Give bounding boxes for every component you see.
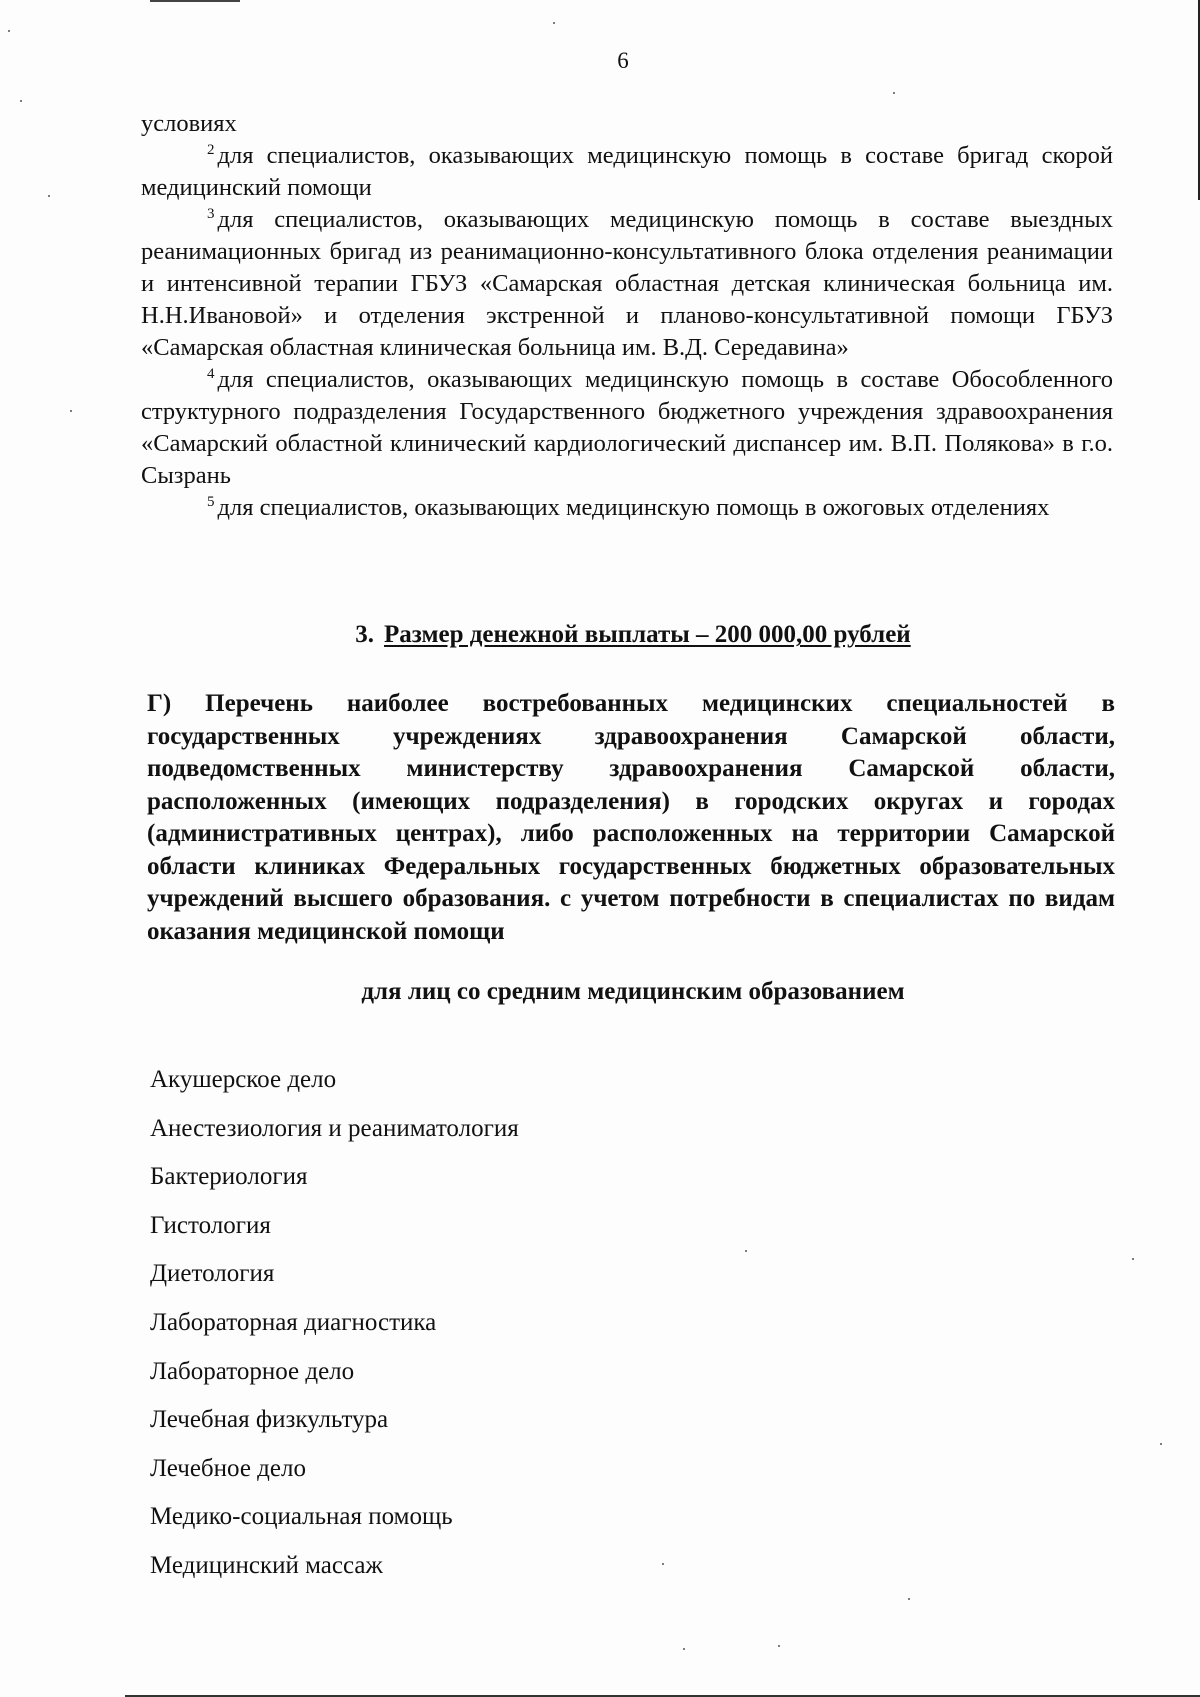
scan-speck <box>48 195 50 197</box>
footnotes-block <box>141 108 1113 524</box>
scan-speck <box>908 1598 910 1600</box>
footnote-text: для специалистов, оказывающих медицинскую помощь в ожоговых отделениях <box>217 494 1050 521</box>
list-item: Лабораторная диагностика <box>150 1308 437 1336</box>
scan-speck <box>1160 1443 1162 1445</box>
section-title: Размер денежной выплаты – 200 000,00 рублей <box>384 621 911 648</box>
list-item: Лабораторное дело <box>150 1357 355 1385</box>
footnote-marker: 2 <box>207 141 215 158</box>
scan-speck <box>893 92 895 94</box>
footnote-continuation <box>141 108 1113 140</box>
list-item: Медико-социальная помощь <box>150 1503 453 1531</box>
footnote-text: для специалистов, оказывающих медицинскую помощь в составе бригад скорой медицинский помощи <box>141 142 1113 201</box>
scan-speck <box>20 100 22 102</box>
section-number: 3. <box>355 621 375 648</box>
section-3-heading <box>0 621 1200 649</box>
section-g-heading: Г) Перечень наиболее востребованных медицинских специальностей в государственных учреждениях здравоохранения Самарской области, подведомственных министерству здравоохранения Самарской области, расположенных (имеющих подразделения) в городских округах и городах (административных центрах), либо расположенных на территории Самарской области клиниках Федеральных государственных бюджетных образовательных учреждений высшего образования. с учетом потребности в специалистах по видам оказания медицинской помощи <box>147 690 1115 945</box>
footnote-text: для специалистов, оказывающих медицинскую помощь в составе Обособленного структурного подразделения Государственного бюджетного учреждения здравоохранения «Самарский областной клинический кардиологический диспансер им. В.П. Полякова» в г.о. Сызрань <box>141 366 1113 489</box>
footnote-marker: 4 <box>207 365 215 382</box>
list-item: Бактериология <box>150 1163 308 1191</box>
list-item: Анестезиология и реаниматология <box>150 1114 519 1142</box>
list-item: Диетология <box>150 1260 275 1288</box>
scan-speck <box>70 410 72 412</box>
page-number: 6 <box>617 48 629 73</box>
scan-edge-top <box>150 0 240 2</box>
footnote-4 <box>141 364 1113 492</box>
footnote-marker: 5 <box>207 493 215 510</box>
list-item: Лечебная физкультура <box>150 1406 389 1434</box>
scan-speck <box>1132 1258 1134 1260</box>
footnote-3 <box>141 204 1113 364</box>
footnote-text: условиях <box>141 110 237 137</box>
scan-speck <box>778 1645 780 1647</box>
list-item: Акушерское дело <box>150 1066 337 1093</box>
list-item: Гистология <box>150 1211 271 1239</box>
footnote-text: для специалистов, оказывающих медицинскую помощь в составе выездных реанимационных бригад из реанимационно-консультативного блока отделения реанимации и интенсивной терапии ГБУЗ «Самарская областная детская клиническая больница им. Н.Н.Ивановой» и отделения экстренной и планово-консультативной помощи ГБУЗ «Самарская областная клиническая больница им. В.Д. Середавина» <box>141 206 1113 361</box>
footnote-5 <box>141 492 1113 524</box>
scan-speck <box>662 1563 664 1565</box>
scan-speck <box>8 30 10 32</box>
scan-speck <box>553 22 555 24</box>
footnote-2 <box>141 140 1113 204</box>
footnote-marker: 3 <box>207 205 215 222</box>
list-item: Лечебное дело <box>150 1454 306 1482</box>
scan-speck <box>683 1648 685 1650</box>
subheading: для лиц со средним медицинским образованием <box>361 978 905 1005</box>
list-item: Медицинский массаж <box>150 1551 383 1579</box>
specialties-list <box>150 1065 519 1600</box>
scan-speck <box>745 1250 747 1252</box>
